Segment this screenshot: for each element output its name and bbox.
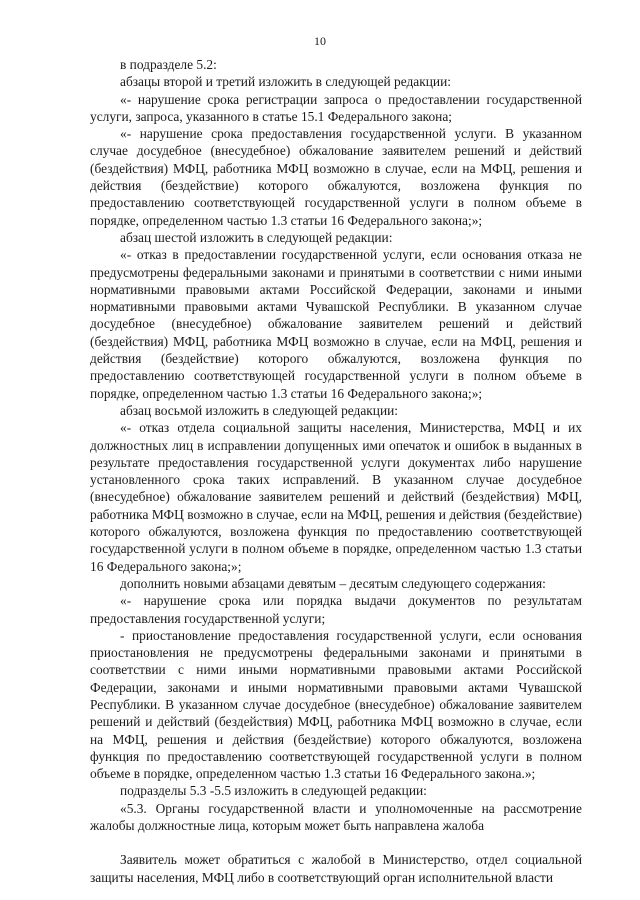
paragraph: «- нарушение срока предоставления государственной услуги. В указанном случае досудебное (внесудебное) обжалование заявителем решений и действий (бездействия) МФЦ, работника МФЦ возможно в случае, если на МФЦ, решения и действия (бездействие) которого обжалуются, возложена функция по предоставлению соответствующей государственной услуги в полном объеме в порядке, определенном частью 1.3 статьи 16 Федерального закона;»;: [90, 126, 582, 228]
document-body: [90, 56, 582, 886]
section-heading: «5.3. Органы государственной власти и уполномоченные на рассмотрение жалобы должностные лица, которым может быть направлена жалоба: [90, 800, 582, 834]
paragraph: абзац шестой изложить в следующей редакции:: [120, 229, 393, 245]
paragraph: «- отказ отдела социальной защиты населения, Министерства, МФЦ и их должностных лиц в исправлении допущенных ими опечаток и ошибок в выданных в результате предоставления государственной услуги документах либо нарушение установленного срока таких исправлений. В указанном случае досудебное (внесудебное) обжалование заявителем решений и действий (бездействия) МФЦ, работника МФЦ возможно в случае, если на МФЦ, решения и действия (бездействие) которого обжалуются, возложена функция по предоставлению соответствующей государственной услуги в полном объеме в порядке, определенном частью 1.3 статьи 16 Федерального закона;»;: [90, 420, 582, 574]
paragraph: абзацы второй и третий изложить в следующей редакции:: [120, 74, 451, 90]
paragraph: «- отказ в предоставлении государственной услуги, если основания отказа не предусмотрены федеральными законами и принятыми в соответствии с ними иными нормативными правовыми актами Российской Федерации, законами и иными нормативными правовыми актами Чувашской Республики. В указанном случае досудебное (внесудебное) обжалование заявителем решений и действий (бездействия) МФЦ, работника МФЦ возможно в случае, если на МФЦ, решения и действия (бездействие) которого обжалуются, возложена функция по предоставлению соответствующей государственной услуги в полном объеме в порядке, определенном частью 1.3 статьи 16 Федерального закона;»;: [90, 247, 582, 401]
paragraph: дополнить новыми абзацами девятым – десятым следующего содержания:: [120, 575, 546, 591]
paragraph: «- нарушение срока регистрации запроса о предоставлении государственной услуги, запроса, указанного в статье 15.1 Федерального закона;: [90, 91, 582, 124]
page-number: 10: [314, 34, 326, 48]
paragraph: Заявитель может обратиться с жалобой в Министерство, отдел социальной защиты населения, МФЦ либо в соответствующий орган исполнительной власти: [90, 852, 582, 885]
paragraph: в подразделе 5.2:: [120, 57, 217, 72]
paragraph: абзац восьмой изложить в следующей редакции:: [120, 402, 399, 418]
paragraph: подразделы 5.3 -5.5 изложить в следующей редакции:: [120, 783, 427, 799]
paragraph: - приостановление предоставления государственной услуги, если основания приостановления не предусмотрены федеральными законами и принятыми в соответствии с ними иными нормативными правовыми актами Российской Федерации, законами и иными нормативными правовыми актами Чувашской Республики. В указанном случае досудебное (внесудебное) обжалование заявителем решений и действий (бездействия) МФЦ, работника МФЦ возможно в случае, если на МФЦ, решения и действия (бездействие) которого обжалуются, возложена функция по предоставлению соответствующей государственной услуги в полном объеме в порядке, определенном частью 1.3 статьи 16 Федерального закона.»;: [90, 627, 582, 782]
paragraph: «- нарушение срока или порядка выдачи документов по результатам предоставления государственной услуги;: [90, 593, 582, 626]
